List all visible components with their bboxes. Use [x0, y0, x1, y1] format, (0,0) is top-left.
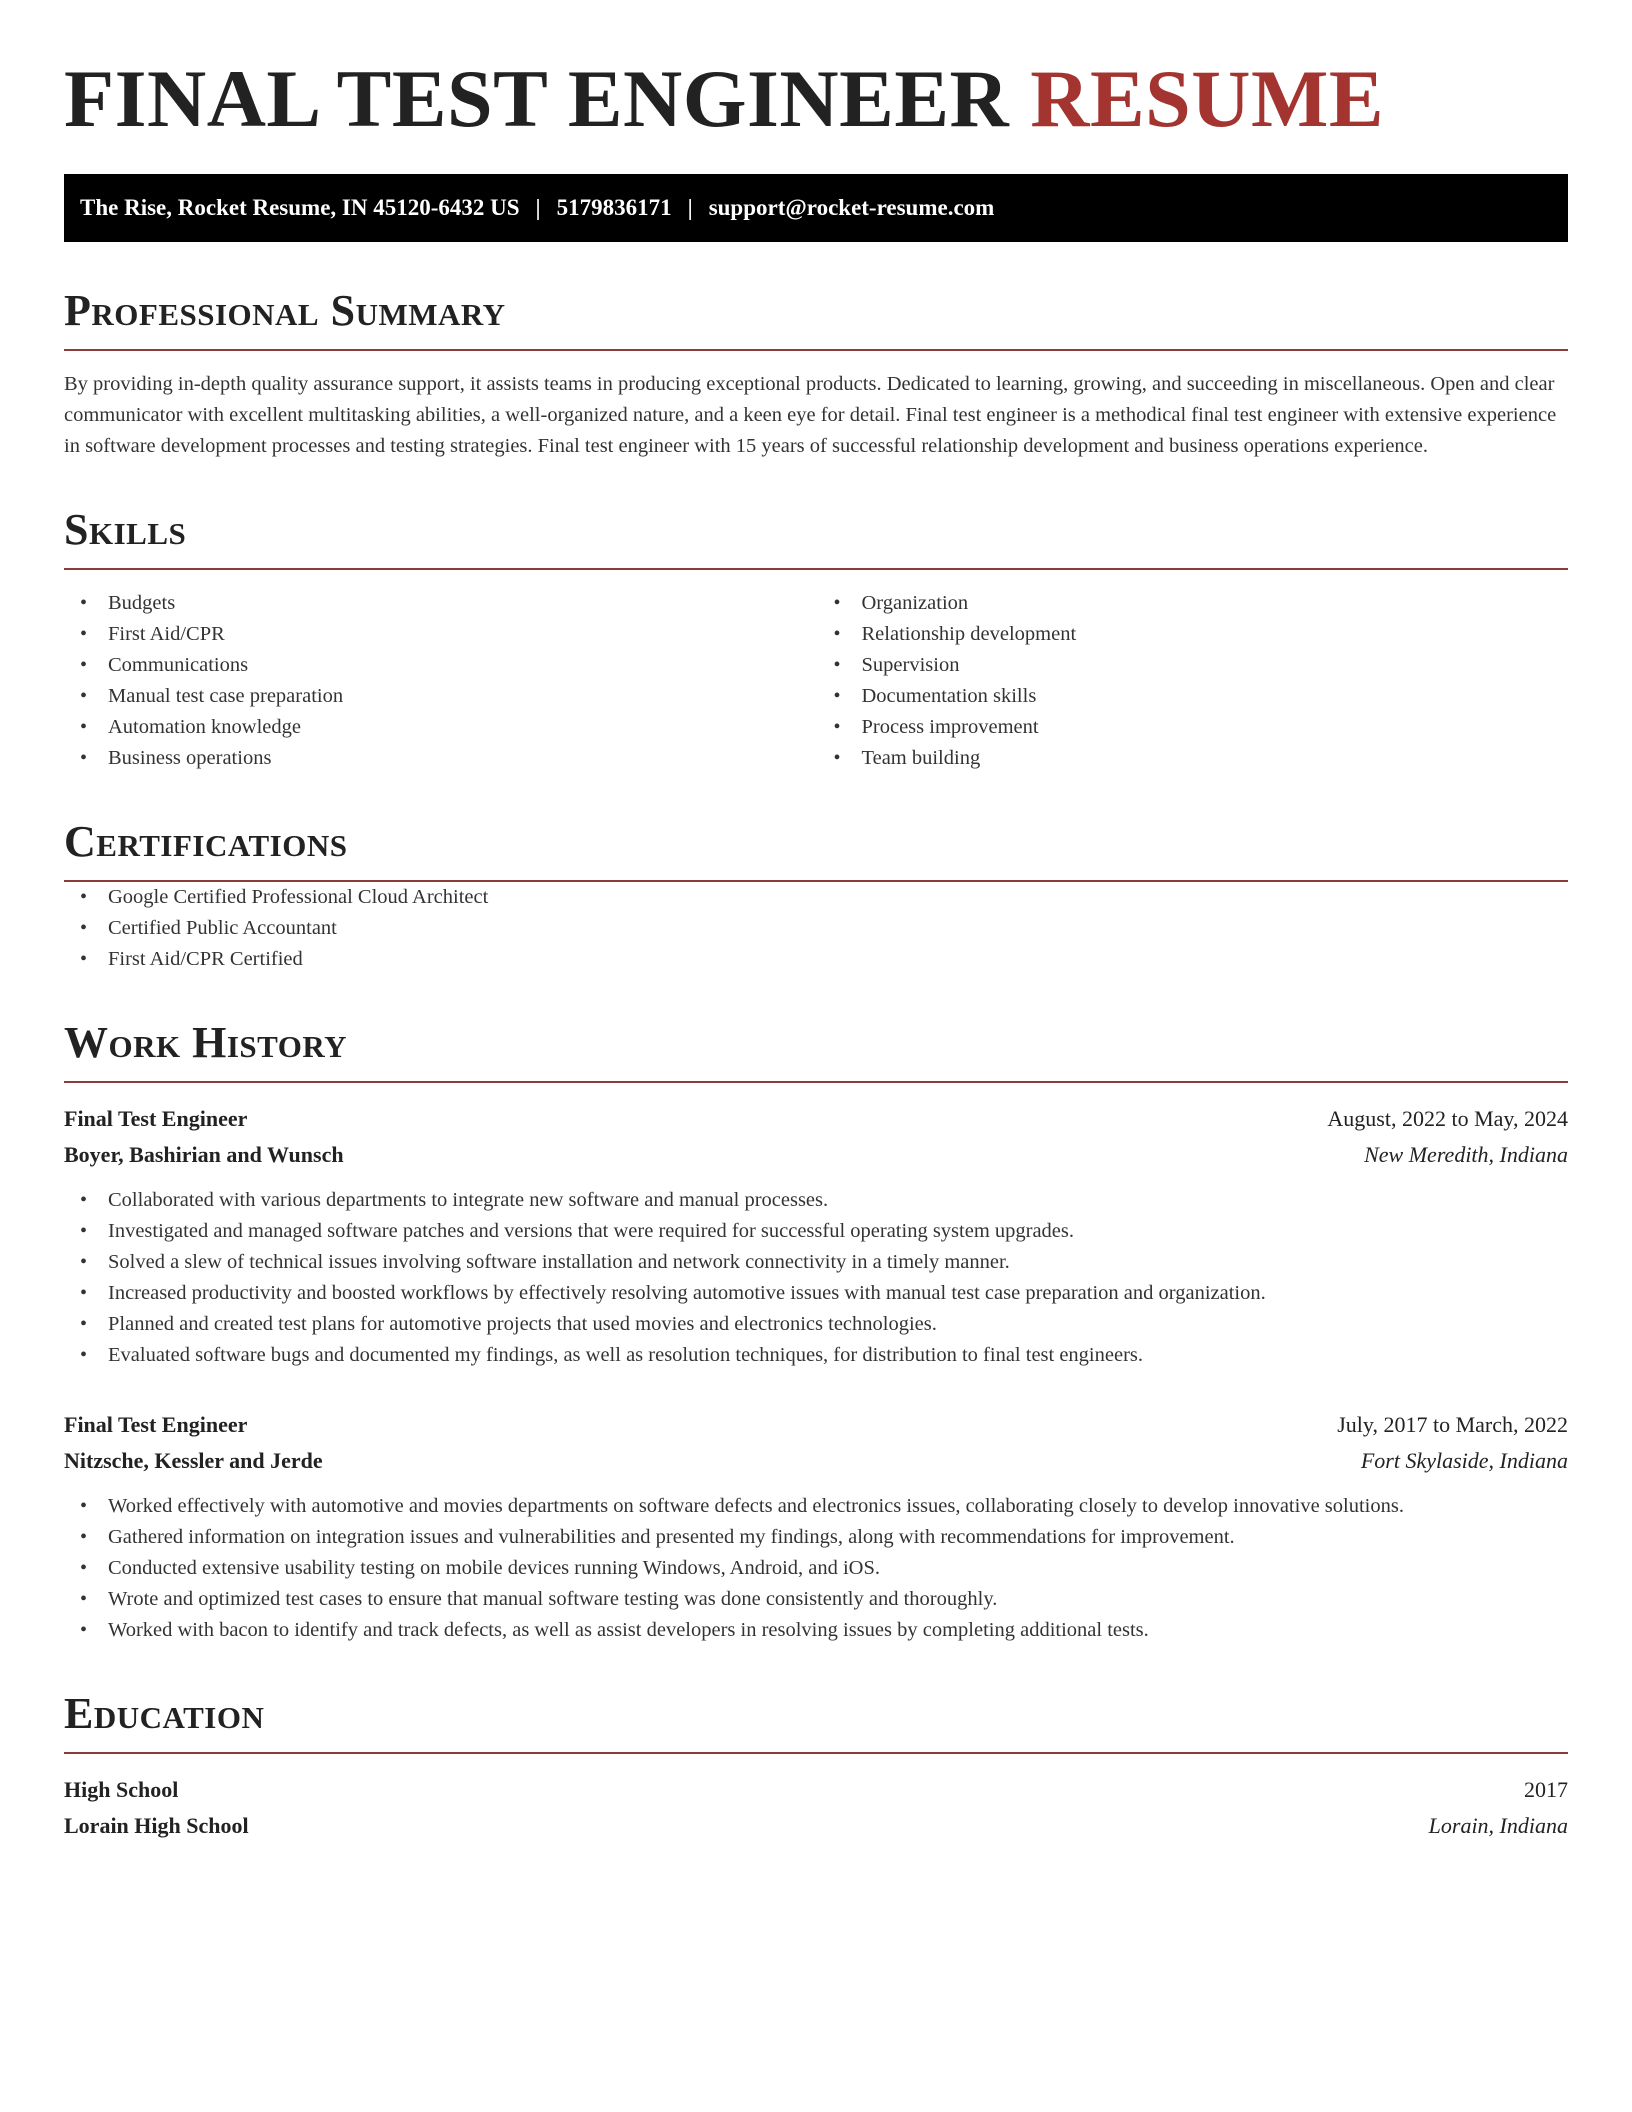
- certification-item: • Google Certified Professional Cloud Architect: [64, 882, 1568, 913]
- job-location: New Meredith, Indiana: [1364, 1142, 1568, 1167]
- certifications-section: [64, 817, 1568, 975]
- skill-item: • Business operations: [64, 743, 815, 774]
- job-bullet: • Increased productivity and boosted workflows by effectively resolving automotive issues with manual test case preparation and organization.: [64, 1278, 1568, 1309]
- certifications-list: [64, 882, 1568, 975]
- skills-list-right: [818, 588, 1569, 774]
- contact-separator: |: [687, 195, 693, 220]
- skill-item: • Budgets: [64, 588, 815, 619]
- title-accent: RESUME: [1030, 53, 1385, 144]
- section-title-certifications: Certifications: [64, 820, 1568, 882]
- work-history-section: [64, 1018, 1568, 1646]
- contact-bar: [64, 174, 1568, 242]
- contact-phone[interactable]: 5179836171: [556, 195, 672, 220]
- job-company: Nitzsche, Kessler and Jerde: [64, 1448, 323, 1473]
- job-dates: August, 2022 to May, 2024: [1327, 1106, 1568, 1131]
- skill-item: • Communications: [64, 650, 815, 681]
- section-title-education: Education: [64, 1692, 1568, 1754]
- title-main: FINAL TEST ENGINEER: [64, 53, 1010, 144]
- job-bullet: • Gathered information on integration issues and vulnerabilities and presented my findings, along with recommendations for improvement.: [64, 1522, 1568, 1553]
- contact-email[interactable]: support@rocket-resume.com: [708, 195, 995, 220]
- skills-column-right: [815, 588, 1569, 774]
- skills-columns: [64, 588, 1568, 774]
- job-bullet: • Collaborated with various departments to integrate new software and manual processes.: [64, 1185, 1568, 1216]
- skills-column-left: [64, 588, 815, 774]
- section-title-work-history: Work History: [64, 1021, 1568, 1083]
- skills-section: [64, 505, 1568, 774]
- job-bullet: • Solved a slew of technical issues involving software installation and network connectivity in a timely manner.: [64, 1247, 1568, 1278]
- job-company-row: [64, 1137, 1568, 1173]
- job-entry: [64, 1407, 1568, 1646]
- certification-item: • Certified Public Accountant: [64, 913, 1568, 944]
- contact-address: The Rise, Rocket Resume, IN 45120-6432 US: [80, 195, 520, 220]
- education-section: [64, 1689, 1568, 1844]
- education-school-row: [64, 1808, 1568, 1844]
- skill-item: • Process improvement: [818, 712, 1569, 743]
- job-bullet: • Planned and created test plans for automotive projects that used movies and electronics technologies.: [64, 1309, 1568, 1340]
- contact-separator: |: [535, 195, 541, 220]
- section-title-skills: Skills: [64, 508, 1568, 570]
- skills-list-left: [64, 588, 815, 774]
- job-bullet: • Conducted extensive usability testing on mobile devices running Windows, Android, and iOS.: [64, 1553, 1568, 1584]
- education-header-row: [64, 1772, 1568, 1808]
- job-entry: [64, 1101, 1568, 1371]
- skill-item: • First Aid/CPR: [64, 619, 815, 650]
- skill-item: • Automation knowledge: [64, 712, 815, 743]
- job-bullets: [64, 1185, 1568, 1371]
- job-bullets: [64, 1491, 1568, 1646]
- skill-item: • Documentation skills: [818, 681, 1569, 712]
- summary-section: [64, 286, 1568, 462]
- education-school: Lorain High School: [64, 1813, 249, 1838]
- job-role: Final Test Engineer: [64, 1412, 248, 1437]
- skill-item: • Team building: [818, 743, 1569, 774]
- section-title-summary: Professional Summary: [64, 289, 1568, 351]
- job-company-row: [64, 1443, 1568, 1479]
- education-year: 2017: [1524, 1777, 1568, 1802]
- job-bullet: • Evaluated software bugs and documented my findings, as well as resolution techniques, for distribution to final test engineers.: [64, 1340, 1568, 1371]
- job-bullet: • Investigated and managed software patches and versions that were required for successful operating system upgrades.: [64, 1216, 1568, 1247]
- education-degree: High School: [64, 1777, 179, 1802]
- job-bullet: • Worked effectively with automotive and movies departments on software defects and electronics issues, collaborating closely to develop innovative solutions.: [64, 1491, 1568, 1522]
- certification-item: • First Aid/CPR Certified: [64, 944, 1568, 975]
- job-location: Fort Skylaside, Indiana: [1360, 1448, 1568, 1473]
- skill-item: • Manual test case preparation: [64, 681, 815, 712]
- job-company: Boyer, Bashirian and Wunsch: [64, 1142, 344, 1167]
- job-bullet: • Worked with bacon to identify and track defects, as well as assist developers in resolving issues by completing additional tests.: [64, 1615, 1568, 1646]
- resume-title: [64, 53, 1568, 144]
- job-bullet: • Wrote and optimized test cases to ensure that manual software testing was done consistently and thoroughly.: [64, 1584, 1568, 1615]
- skill-item: • Relationship development: [818, 619, 1569, 650]
- skill-item: • Organization: [818, 588, 1569, 619]
- job-header-row: [64, 1407, 1568, 1443]
- summary-text: By providing in-depth quality assurance support, it assists teams in producing exceptional products. Dedicated to learning, growing, and succeeding in miscellaneous. Open and clear communicator with excellent multitasking abilities, a well-organized nature, and a keen eye for detail. Final test engineer is a methodical final test engineer with extensive experience in software development processes and testing strategies. Final test engineer with 15 years of successful relationship development and business operations experience.: [64, 373, 1557, 457]
- job-role: Final Test Engineer: [64, 1106, 248, 1131]
- job-dates: July, 2017 to March, 2022: [1337, 1412, 1568, 1437]
- job-header-row: [64, 1101, 1568, 1137]
- education-entry: [64, 1772, 1568, 1844]
- education-location: Lorain, Indiana: [1428, 1813, 1568, 1838]
- skill-item: • Supervision: [818, 650, 1569, 681]
